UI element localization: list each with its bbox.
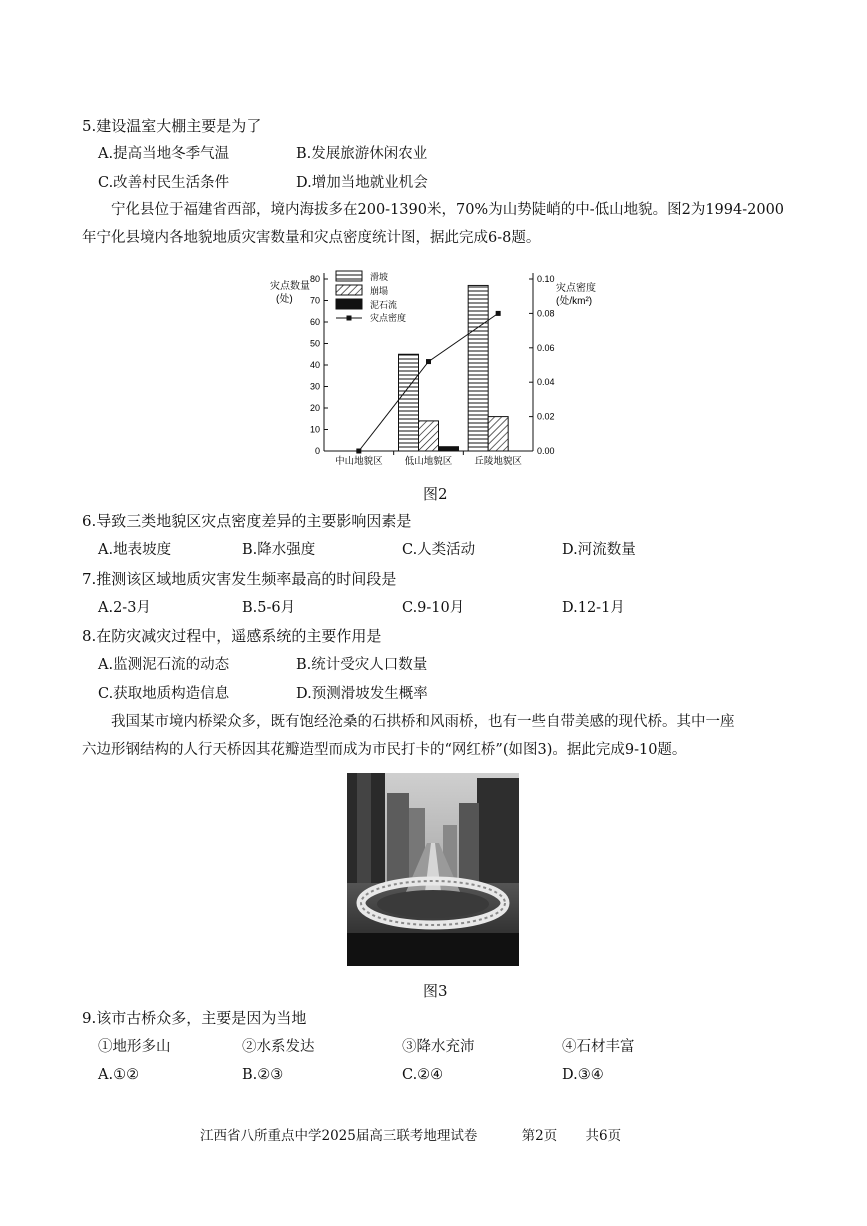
passage-ninghua-line2: 年宁化县境内各地貌地质灾害数量和灾点密度统计图，据此完成6-8题。 [82, 230, 541, 246]
left-tick-label: 40 [309, 360, 320, 370]
left-tick-label: 0 [314, 446, 320, 456]
q9-item-4: ④石材丰富 [562, 1039, 635, 1055]
q7-stem: 7.推测该区域地质灾害发生频率最高的时间段是 [82, 570, 397, 588]
q5-stem: 5.建设温室大棚主要是为了 [82, 117, 262, 135]
passage-bridge-line1: 我国某市境内桥梁众多，既有饱经沧桑的石拱桥和风雨桥，也有一些自带美感的现代桥。其中一座 [111, 714, 735, 730]
x-category-label: 低山地貌区 [404, 456, 453, 467]
q8-option-b: B.统计受灾人口数量 [296, 657, 428, 673]
q7-option-c: C.9-10月 [402, 600, 465, 616]
legend-label-1: 崩塌 [370, 286, 389, 296]
q9-stem: 9.该市古桥众多，主要是因为当地 [82, 1009, 307, 1027]
fig3-bridge-photo [347, 773, 519, 966]
q9-option-b: B.②③ [242, 1067, 284, 1083]
right-tick-label: 0.00 [537, 446, 555, 456]
bar-1-1 [419, 421, 439, 451]
q9-option-d: D.③④ [562, 1067, 604, 1083]
footer-page-number: 第2页 [521, 1128, 558, 1144]
q9-item-2: ②水系发达 [242, 1039, 315, 1055]
chart-bars [399, 285, 509, 451]
q9-item-1: ①地形多山 [98, 1039, 171, 1055]
left-tick-label: 60 [309, 317, 320, 327]
right-tick-label: 0.04 [537, 377, 555, 388]
q5-option-a: A.提高当地冬季气温 [98, 146, 230, 162]
q8-stem: 8.在防灾减灾过程中，遥感系统的主要作用是 [82, 627, 382, 645]
passage-bridge-line2: 六边形钢结构的人行天桥因其花瓣造型而成为市民打卡的“网红桥”(如图3)。据此完成9-10题。 [82, 742, 687, 758]
legend-label-2: 泥石流 [370, 300, 398, 310]
fig3-caption: 图3 [423, 982, 448, 1000]
chart-left-ylabel-unit: (处) [276, 294, 293, 305]
fig2-chart [250, 265, 620, 475]
x-category-label: 丘陵地貌区 [474, 456, 522, 467]
q8-option-a: A.监测泥石流的动态 [98, 657, 230, 673]
q7-option-d: D.12-1月 [562, 600, 625, 616]
right-tick-label: 0.06 [537, 342, 555, 353]
density-point [356, 449, 361, 454]
density-point [496, 311, 501, 316]
q5-option-c: C.改善村民生活条件 [98, 175, 230, 191]
q9-option-c: C.②④ [402, 1067, 444, 1083]
right-tick-label: 0.02 [537, 411, 555, 422]
bar-0-1 [399, 354, 419, 451]
bar-0-2 [468, 285, 488, 451]
legend-swatch-2 [336, 299, 362, 309]
bar-1-2 [488, 417, 508, 451]
right-tick-label: 0.08 [537, 308, 555, 319]
left-tick-label: 20 [309, 403, 320, 413]
q7-option-a: A.2-3月 [98, 600, 151, 616]
q6-option-b: B.降水强度 [242, 542, 316, 558]
passage-ninghua-line1: 宁化县位于福建省西部，境内海拔多在200-1390米，70%为山势陡峭的中-低山地貌。图2为1994-2000 [111, 202, 785, 218]
left-tick-label: 80 [309, 274, 320, 284]
right-tick-label: 0.10 [537, 274, 555, 284]
q5-option-b: B.发展旅游休闲农业 [296, 146, 428, 162]
bar-2-1 [439, 447, 459, 451]
chart-right-ylabel: 灾点密度 [556, 283, 596, 294]
legend-label-0: 滑坡 [370, 272, 389, 282]
left-tick-label: 10 [309, 424, 320, 435]
legend-swatch-1 [336, 285, 362, 295]
q6-stem: 6.导致三类地貌区灾点密度差异的主要影响因素是 [82, 512, 412, 530]
q5-option-d: D.增加当地就业机会 [296, 175, 428, 191]
q6-option-c: C.人类活动 [402, 542, 476, 558]
q8-option-d: D.预测滑坡发生概率 [296, 686, 428, 702]
legend-label-density: 灾点密度 [370, 313, 407, 323]
chart-right-ylabel-unit: (处/km²) [556, 296, 593, 307]
passage-bridge [82, 708, 802, 764]
page-footer [200, 1124, 621, 1144]
legend-swatch-0 [336, 271, 362, 281]
density-point [426, 359, 431, 364]
left-tick-label: 50 [309, 338, 320, 349]
q9-option-a: A.①② [98, 1067, 140, 1083]
left-tick-label: 70 [309, 295, 320, 306]
chart-left-ylabel: 灾点数量 [270, 281, 310, 292]
footer-title: 江西省八所重点中学2025届高三联考地理试卷 [200, 1128, 478, 1144]
x-category-label: 中山地貌区 [335, 456, 383, 467]
fig2-caption: 图2 [423, 485, 448, 503]
left-tick-label: 30 [309, 381, 320, 392]
q6-option-d: D.河流数量 [562, 542, 636, 558]
legend-line-marker [347, 316, 352, 321]
q8-option-c: C.获取地质构造信息 [98, 686, 230, 702]
q9-item-3: ③降水充沛 [402, 1039, 475, 1055]
passage-ninghua [82, 196, 802, 252]
q7-option-b: B.5-6月 [242, 600, 296, 616]
q6-option-a: A.地表坡度 [98, 542, 172, 558]
chart-legend [336, 271, 406, 323]
footer-total-pages: 共6页 [585, 1128, 622, 1144]
